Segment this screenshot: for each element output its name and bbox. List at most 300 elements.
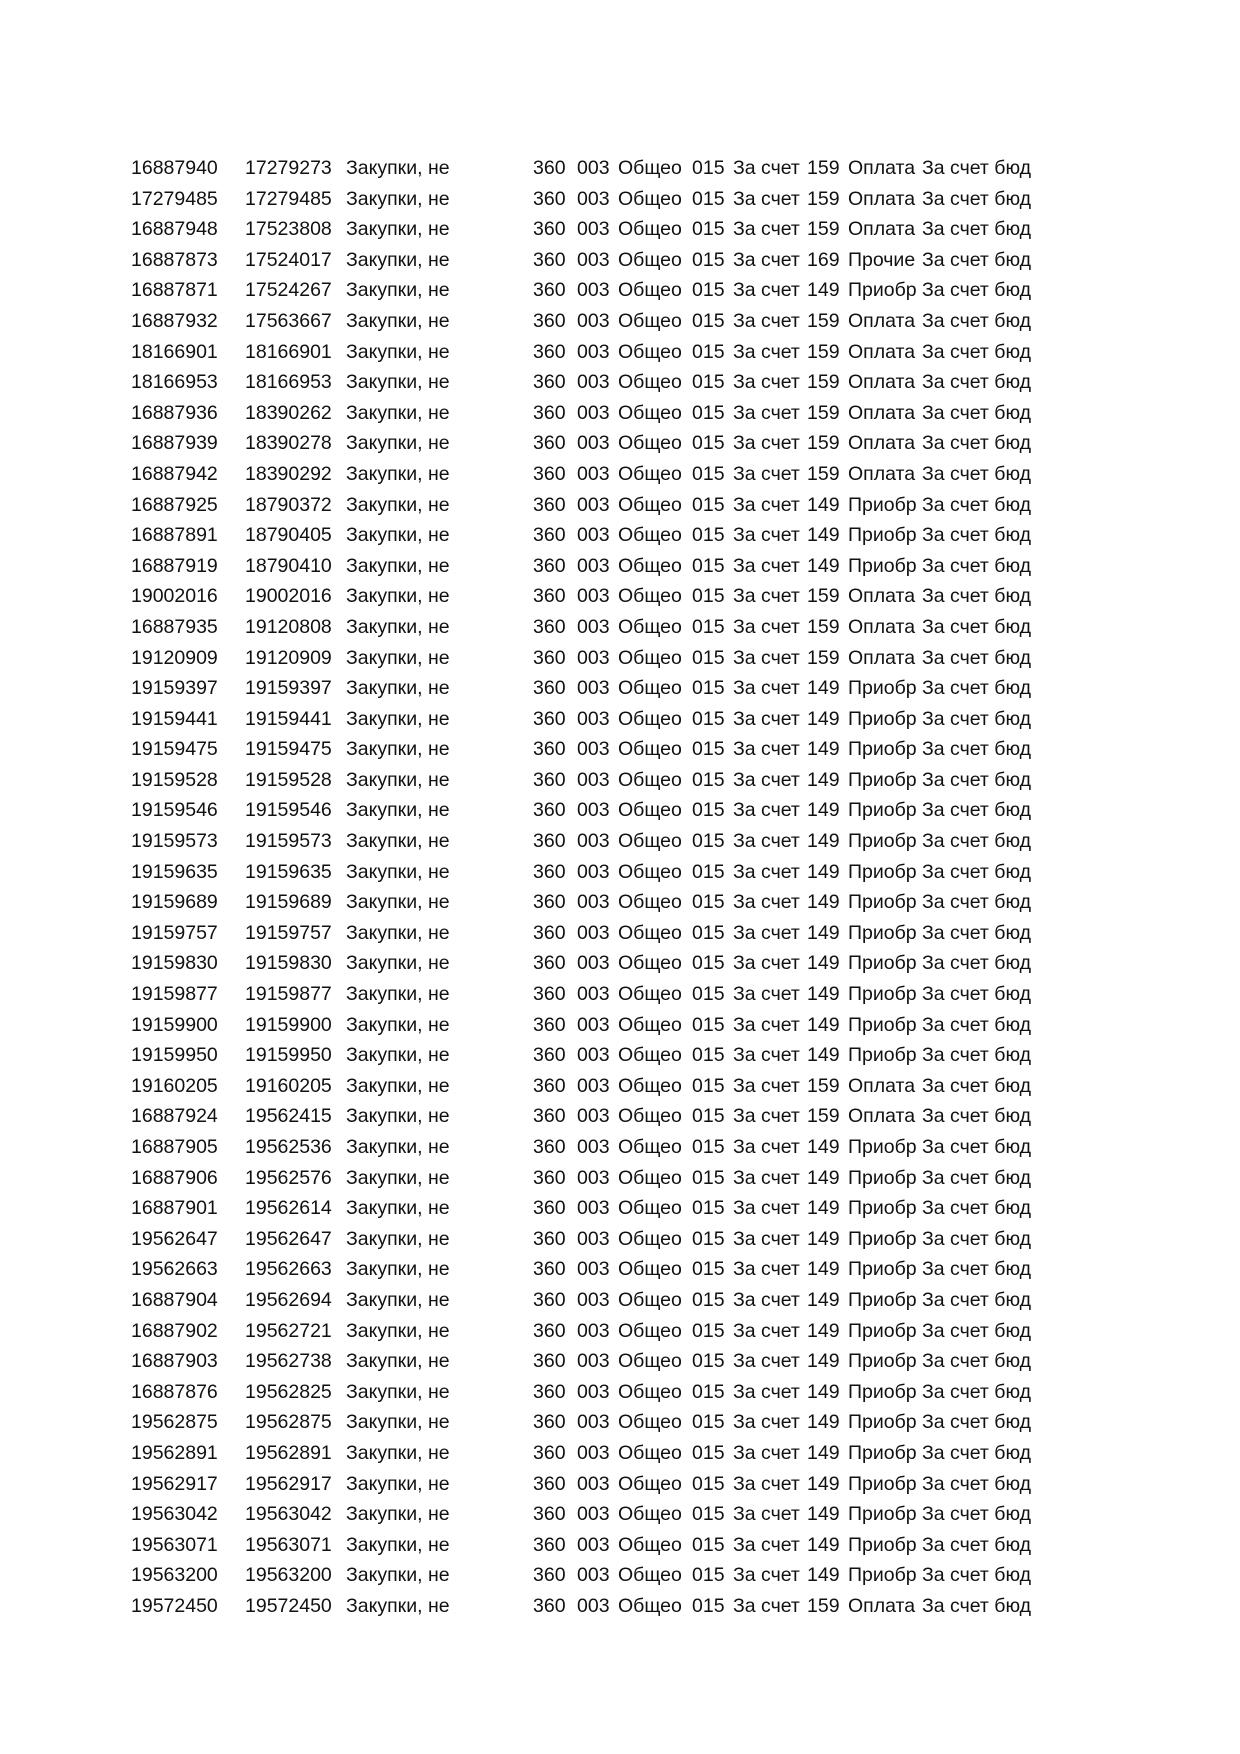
kosgu-code-cell: 149 [807, 1564, 840, 1587]
record-id-cell: 19562647 [245, 1227, 332, 1250]
funding-desc-cell: За счет бюд [922, 1105, 1032, 1128]
record-id-cell: 19159950 [245, 1044, 332, 1067]
kosgu-desc-cell: Приобр [848, 1441, 917, 1464]
purchase-name-cell: Закупки, не [346, 983, 450, 1006]
row-id-cell: 19159689 [131, 891, 218, 914]
code-003-cell: 003 [577, 401, 610, 424]
code-360-cell: 360 [533, 1564, 566, 1587]
table-row [0, 1407, 1240, 1438]
kosgu-desc-cell: Приобр [848, 1472, 917, 1495]
code-015-cell: 015 [692, 309, 725, 332]
source-desc-cell: За счет [733, 983, 800, 1006]
section-desc-cell: Общео [618, 1105, 682, 1128]
kosgu-code-cell: 159 [807, 157, 840, 179]
record-id-cell: 17524017 [245, 248, 332, 271]
code-360-cell: 360 [533, 279, 566, 302]
purchase-name-cell: Закупки, не [346, 157, 450, 179]
row-id-cell: 16887919 [131, 554, 218, 577]
code-003-cell: 003 [577, 1074, 610, 1097]
purchase-name-cell: Закупки, не [346, 585, 450, 608]
code-003-cell: 003 [577, 1136, 610, 1158]
code-360-cell: 360 [533, 1288, 566, 1311]
kosgu-code-cell: 149 [807, 799, 840, 822]
section-desc-cell: Общео [618, 462, 682, 485]
kosgu-desc-cell: Оплата [848, 1105, 916, 1128]
code-015-cell: 015 [692, 1136, 725, 1158]
row-id-cell: 16887891 [131, 524, 218, 547]
record-id-cell: 18790410 [245, 554, 332, 577]
section-desc-cell: Общео [618, 1350, 682, 1373]
kosgu-code-cell: 149 [807, 952, 840, 975]
kosgu-desc-cell: Оплата [848, 218, 916, 241]
section-desc-cell: Общео [618, 1258, 682, 1281]
section-desc-cell: Общео [618, 1472, 682, 1495]
source-desc-cell: За счет [733, 1411, 800, 1434]
kosgu-desc-cell: Приобр [848, 1136, 917, 1158]
kosgu-desc-cell: Оплата [848, 309, 916, 332]
kosgu-desc-cell: Приобр [848, 524, 917, 547]
funding-desc-cell: За счет бюд [922, 860, 1032, 883]
kosgu-code-cell: 149 [807, 738, 840, 761]
table-row [0, 1316, 1240, 1347]
code-360-cell: 360 [533, 524, 566, 547]
code-015-cell: 015 [692, 860, 725, 883]
code-003-cell: 003 [577, 187, 610, 210]
code-015-cell: 015 [692, 891, 725, 914]
row-id-cell: 19160205 [131, 1074, 218, 1097]
funding-desc-cell: За счет бюд [922, 309, 1032, 332]
source-desc-cell: За счет [733, 1044, 800, 1067]
row-id-cell: 19572450 [131, 1594, 218, 1617]
row-id-cell: 18166901 [131, 340, 218, 363]
funding-desc-cell: За счет бюд [922, 1380, 1032, 1403]
code-360-cell: 360 [533, 646, 566, 669]
code-003-cell: 003 [577, 615, 610, 638]
kosgu-code-cell: 149 [807, 493, 840, 516]
table-row [0, 948, 1240, 979]
kosgu-code-cell: 149 [807, 1166, 840, 1189]
funding-desc-cell: За счет бюд [922, 1564, 1032, 1587]
funding-desc-cell: За счет бюд [922, 677, 1032, 700]
record-id-cell: 19159397 [245, 677, 332, 700]
kosgu-code-cell: 159 [807, 432, 840, 455]
kosgu-desc-cell: Приобр [848, 1350, 917, 1373]
source-desc-cell: За счет [733, 1564, 800, 1587]
code-015-cell: 015 [692, 1503, 725, 1526]
purchase-name-cell: Закупки, не [346, 554, 450, 577]
purchase-name-cell: Закупки, не [346, 1288, 450, 1311]
row-id-cell: 16887940 [131, 157, 218, 179]
funding-desc-cell: За счет бюд [922, 1258, 1032, 1281]
row-id-cell: 19562891 [131, 1441, 218, 1464]
code-003-cell: 003 [577, 646, 610, 669]
code-015-cell: 015 [692, 952, 725, 975]
section-desc-cell: Общео [618, 768, 682, 791]
code-015-cell: 015 [692, 983, 725, 1006]
purchase-name-cell: Закупки, не [346, 1197, 450, 1220]
table-row [0, 795, 1240, 826]
source-desc-cell: За счет [733, 615, 800, 638]
kosgu-code-cell: 159 [807, 371, 840, 394]
row-id-cell: 19159900 [131, 1013, 218, 1036]
source-desc-cell: За счет [733, 309, 800, 332]
funding-desc-cell: За счет бюд [922, 1074, 1032, 1097]
purchase-name-cell: Закупки, не [346, 1105, 450, 1128]
code-015-cell: 015 [692, 157, 725, 179]
code-015-cell: 015 [692, 1166, 725, 1189]
purchase-name-cell: Закупки, не [346, 768, 450, 791]
table-row [0, 1254, 1240, 1285]
section-desc-cell: Общео [618, 952, 682, 975]
code-360-cell: 360 [533, 768, 566, 791]
row-id-cell: 19159441 [131, 707, 218, 730]
record-id-cell: 19562721 [245, 1319, 332, 1342]
kosgu-desc-cell: Оплата [848, 371, 916, 394]
kosgu-desc-cell: Оплата [848, 1594, 916, 1617]
code-003-cell: 003 [577, 1013, 610, 1036]
section-desc-cell: Общео [618, 983, 682, 1006]
source-desc-cell: За счет [733, 1136, 800, 1158]
code-003-cell: 003 [577, 340, 610, 363]
funding-desc-cell: За счет бюд [922, 554, 1032, 577]
code-003-cell: 003 [577, 1044, 610, 1067]
kosgu-desc-cell: Приобр [848, 1533, 917, 1556]
kosgu-desc-cell: Оплата [848, 646, 916, 669]
record-id-cell: 19120808 [245, 615, 332, 638]
table-row [0, 1438, 1240, 1469]
kosgu-desc-cell: Оплата [848, 340, 916, 363]
funding-desc-cell: За счет бюд [922, 1533, 1032, 1556]
code-003-cell: 003 [577, 585, 610, 608]
kosgu-desc-cell: Приобр [848, 677, 917, 700]
code-003-cell: 003 [577, 1105, 610, 1128]
funding-desc-cell: За счет бюд [922, 1044, 1032, 1067]
section-desc-cell: Общео [618, 1074, 682, 1097]
row-id-cell: 19159635 [131, 860, 218, 883]
section-desc-cell: Общео [618, 1013, 682, 1036]
code-360-cell: 360 [533, 462, 566, 485]
record-id-cell: 19120909 [245, 646, 332, 669]
kosgu-code-cell: 159 [807, 1105, 840, 1128]
table-row [0, 337, 1240, 368]
code-003-cell: 003 [577, 1564, 610, 1587]
funding-desc-cell: За счет бюд [922, 279, 1032, 302]
code-360-cell: 360 [533, 1044, 566, 1067]
code-003-cell: 003 [577, 983, 610, 1006]
record-id-cell: 19562891 [245, 1441, 332, 1464]
code-003-cell: 003 [577, 1288, 610, 1311]
kosgu-code-cell: 159 [807, 585, 840, 608]
section-desc-cell: Общео [618, 371, 682, 394]
source-desc-cell: За счет [733, 830, 800, 853]
record-id-cell: 19562825 [245, 1380, 332, 1403]
table-row [0, 1530, 1240, 1561]
code-003-cell: 003 [577, 248, 610, 271]
kosgu-code-cell: 149 [807, 1380, 840, 1403]
section-desc-cell: Общео [618, 860, 682, 883]
row-id-cell: 19563071 [131, 1533, 218, 1556]
purchase-name-cell: Закупки, не [346, 371, 450, 394]
kosgu-desc-cell: Приобр [848, 1044, 917, 1067]
row-id-cell: 16887924 [131, 1105, 218, 1128]
source-desc-cell: За счет [733, 187, 800, 210]
kosgu-code-cell: 159 [807, 462, 840, 485]
purchase-name-cell: Закупки, не [346, 1594, 450, 1617]
code-015-cell: 015 [692, 738, 725, 761]
purchase-name-cell: Закупки, не [346, 677, 450, 700]
record-id-cell: 17524267 [245, 279, 332, 302]
record-id-cell: 19562614 [245, 1197, 332, 1220]
funding-desc-cell: За счет бюд [922, 646, 1032, 669]
kosgu-desc-cell: Приобр [848, 1288, 917, 1311]
funding-desc-cell: За счет бюд [922, 248, 1032, 271]
kosgu-code-cell: 149 [807, 677, 840, 700]
kosgu-desc-cell: Приобр [848, 1503, 917, 1526]
section-desc-cell: Общео [618, 1503, 682, 1526]
kosgu-desc-cell: Приобр [848, 799, 917, 822]
kosgu-code-cell: 149 [807, 1503, 840, 1526]
row-id-cell: 16887925 [131, 493, 218, 516]
code-015-cell: 015 [692, 279, 725, 302]
record-id-cell: 19159546 [245, 799, 332, 822]
source-desc-cell: За счет [733, 1074, 800, 1097]
kosgu-code-cell: 149 [807, 1013, 840, 1036]
code-360-cell: 360 [533, 1594, 566, 1617]
section-desc-cell: Общео [618, 738, 682, 761]
record-id-cell: 17523808 [245, 218, 332, 241]
kosgu-desc-cell: Оплата [848, 157, 916, 179]
record-id-cell: 19563042 [245, 1503, 332, 1526]
kosgu-code-cell: 149 [807, 830, 840, 853]
code-360-cell: 360 [533, 1533, 566, 1556]
funding-desc-cell: За счет бюд [922, 1136, 1032, 1158]
kosgu-desc-cell: Приобр [848, 921, 917, 944]
code-015-cell: 015 [692, 1258, 725, 1281]
table-row [0, 673, 1240, 704]
kosgu-desc-cell: Приобр [848, 1564, 917, 1587]
row-id-cell: 19562663 [131, 1258, 218, 1281]
purchase-name-cell: Закупки, не [346, 860, 450, 883]
record-id-cell: 19159635 [245, 860, 332, 883]
row-id-cell: 19562917 [131, 1472, 218, 1495]
section-desc-cell: Общео [618, 1197, 682, 1220]
funding-desc-cell: За счет бюд [922, 1411, 1032, 1434]
kosgu-code-cell: 149 [807, 554, 840, 577]
record-id-cell: 19160205 [245, 1074, 332, 1097]
row-id-cell: 19159757 [131, 921, 218, 944]
row-id-cell: 17279485 [131, 187, 218, 210]
kosgu-code-cell: 149 [807, 860, 840, 883]
purchase-name-cell: Закупки, не [346, 1350, 450, 1373]
table-row [0, 643, 1240, 674]
purchase-name-cell: Закупки, не [346, 248, 450, 271]
source-desc-cell: За счет [733, 401, 800, 424]
source-desc-cell: За счет [733, 493, 800, 516]
code-003-cell: 003 [577, 1350, 610, 1373]
code-003-cell: 003 [577, 1533, 610, 1556]
code-015-cell: 015 [692, 554, 725, 577]
record-id-cell: 19562663 [245, 1258, 332, 1281]
code-360-cell: 360 [533, 1105, 566, 1128]
section-desc-cell: Общео [618, 340, 682, 363]
kosgu-code-cell: 159 [807, 309, 840, 332]
source-desc-cell: За счет [733, 157, 800, 179]
table-row [0, 1040, 1240, 1071]
source-desc-cell: За счет [733, 891, 800, 914]
code-015-cell: 015 [692, 1533, 725, 1556]
table-row [0, 551, 1240, 582]
purchase-name-cell: Закупки, не [346, 218, 450, 241]
kosgu-code-cell: 149 [807, 1319, 840, 1342]
kosgu-code-cell: 149 [807, 1197, 840, 1220]
kosgu-code-cell: 159 [807, 1074, 840, 1097]
code-015-cell: 015 [692, 1227, 725, 1250]
record-id-cell: 17279273 [245, 157, 332, 179]
funding-desc-cell: За счет бюд [922, 493, 1032, 516]
code-360-cell: 360 [533, 371, 566, 394]
source-desc-cell: За счет [733, 1227, 800, 1250]
row-id-cell: 16887948 [131, 218, 218, 241]
record-id-cell: 18790405 [245, 524, 332, 547]
kosgu-desc-cell: Приобр [848, 493, 917, 516]
record-id-cell: 19159475 [245, 738, 332, 761]
kosgu-code-cell: 169 [807, 248, 840, 271]
code-003-cell: 003 [577, 677, 610, 700]
purchase-name-cell: Закупки, не [346, 1136, 450, 1158]
row-id-cell: 16887939 [131, 432, 218, 455]
purchase-name-cell: Закупки, не [346, 1258, 450, 1281]
record-id-cell: 19159757 [245, 921, 332, 944]
funding-desc-cell: За счет бюд [922, 1319, 1032, 1342]
section-desc-cell: Общео [618, 1044, 682, 1067]
kosgu-desc-cell: Приобр [848, 768, 917, 791]
code-015-cell: 015 [692, 1594, 725, 1617]
kosgu-desc-cell: Приобр [848, 738, 917, 761]
table-row [0, 245, 1240, 276]
purchase-name-cell: Закупки, не [346, 401, 450, 424]
kosgu-code-cell: 149 [807, 524, 840, 547]
section-desc-cell: Общео [618, 432, 682, 455]
purchase-name-cell: Закупки, не [346, 524, 450, 547]
row-id-cell: 16887871 [131, 279, 218, 302]
funding-desc-cell: За счет бюд [922, 340, 1032, 363]
table-row [0, 857, 1240, 888]
table-row [0, 1285, 1240, 1316]
record-id-cell: 19562917 [245, 1472, 332, 1495]
purchase-name-cell: Закупки, не [346, 1074, 450, 1097]
code-003-cell: 003 [577, 554, 610, 577]
section-desc-cell: Общео [618, 646, 682, 669]
row-id-cell: 16887904 [131, 1288, 218, 1311]
section-desc-cell: Общео [618, 585, 682, 608]
kosgu-code-cell: 149 [807, 768, 840, 791]
kosgu-desc-cell: Приобр [848, 1166, 917, 1189]
record-id-cell: 19562415 [245, 1105, 332, 1128]
section-desc-cell: Общео [618, 830, 682, 853]
purchase-name-cell: Закупки, не [346, 830, 450, 853]
code-360-cell: 360 [533, 1258, 566, 1281]
code-003-cell: 003 [577, 1472, 610, 1495]
code-360-cell: 360 [533, 921, 566, 944]
row-id-cell: 16887903 [131, 1350, 218, 1373]
section-desc-cell: Общео [618, 1441, 682, 1464]
code-015-cell: 015 [692, 1044, 725, 1067]
record-id-cell: 19562536 [245, 1136, 332, 1158]
code-360-cell: 360 [533, 1197, 566, 1220]
code-360-cell: 360 [533, 1074, 566, 1097]
funding-desc-cell: За счет бюд [922, 1350, 1032, 1373]
kosgu-code-cell: 149 [807, 1472, 840, 1495]
code-015-cell: 015 [692, 830, 725, 853]
code-360-cell: 360 [533, 677, 566, 700]
code-360-cell: 360 [533, 1013, 566, 1036]
source-desc-cell: За счет [733, 218, 800, 241]
section-desc-cell: Общео [618, 891, 682, 914]
kosgu-desc-cell: Приобр [848, 554, 917, 577]
section-desc-cell: Общео [618, 1166, 682, 1189]
record-id-cell: 19572450 [245, 1594, 332, 1617]
purchase-name-cell: Закупки, не [346, 1503, 450, 1526]
table-row [0, 214, 1240, 245]
purchase-name-cell: Закупки, не [346, 799, 450, 822]
funding-desc-cell: За счет бюд [922, 187, 1032, 210]
code-003-cell: 003 [577, 309, 610, 332]
funding-desc-cell: За счет бюд [922, 1288, 1032, 1311]
code-015-cell: 015 [692, 799, 725, 822]
section-desc-cell: Общео [618, 401, 682, 424]
row-id-cell: 19159546 [131, 799, 218, 822]
section-desc-cell: Общео [618, 1136, 682, 1158]
table-row [0, 520, 1240, 551]
code-003-cell: 003 [577, 830, 610, 853]
code-360-cell: 360 [533, 1350, 566, 1373]
code-360-cell: 360 [533, 1380, 566, 1403]
record-id-cell: 18390262 [245, 401, 332, 424]
kosgu-code-cell: 149 [807, 279, 840, 302]
code-003-cell: 003 [577, 1411, 610, 1434]
row-id-cell: 19120909 [131, 646, 218, 669]
kosgu-desc-cell: Приобр [848, 983, 917, 1006]
funding-desc-cell: За счет бюд [922, 615, 1032, 638]
code-015-cell: 015 [692, 462, 725, 485]
funding-desc-cell: За счет бюд [922, 1472, 1032, 1495]
record-id-cell: 19562875 [245, 1411, 332, 1434]
table-row [0, 1377, 1240, 1408]
source-desc-cell: За счет [733, 1441, 800, 1464]
record-id-cell: 19562738 [245, 1350, 332, 1373]
funding-desc-cell: За счет бюд [922, 891, 1032, 914]
code-360-cell: 360 [533, 707, 566, 730]
kosgu-code-cell: 149 [807, 1288, 840, 1311]
table-row [0, 979, 1240, 1010]
kosgu-desc-cell: Приобр [848, 1013, 917, 1036]
code-015-cell: 015 [692, 340, 725, 363]
funding-desc-cell: За счет бюд [922, 921, 1032, 944]
row-id-cell: 19159475 [131, 738, 218, 761]
kosgu-code-cell: 159 [807, 187, 840, 210]
purchase-name-cell: Закупки, не [346, 1319, 450, 1342]
record-id-cell: 18166901 [245, 340, 332, 363]
code-015-cell: 015 [692, 1074, 725, 1097]
funding-desc-cell: За счет бюд [922, 401, 1032, 424]
row-id-cell: 19159830 [131, 952, 218, 975]
kosgu-desc-cell: Приобр [848, 707, 917, 730]
code-003-cell: 003 [577, 462, 610, 485]
code-015-cell: 015 [692, 615, 725, 638]
code-015-cell: 015 [692, 371, 725, 394]
section-desc-cell: Общео [618, 1533, 682, 1556]
purchase-name-cell: Закупки, не [346, 646, 450, 669]
